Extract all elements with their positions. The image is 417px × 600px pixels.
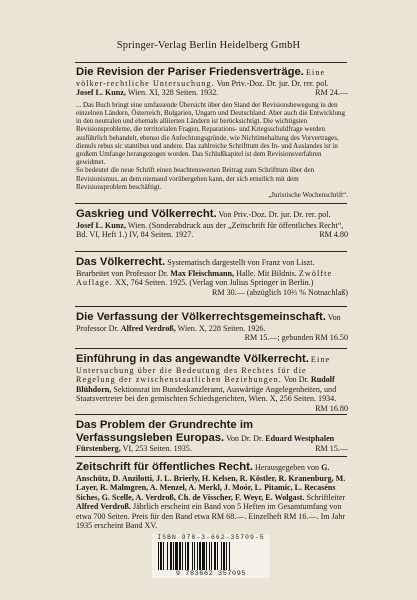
- barcode-bar: [211, 542, 212, 570]
- journal-entry-zeitschrift: [76, 461, 348, 531]
- author-prefix: Von Dr.: [283, 375, 309, 385]
- book-title: Gaskrieg und Völkerrecht.: [76, 208, 217, 220]
- book-details: XX, 764 Seiten. 1925. (Verlag von Julius Springer in Berlin.): [114, 278, 314, 288]
- book-title: Einführung in das angewandte Völkerrecht.: [76, 353, 309, 365]
- book-details: Wien. (Sonderabdruck aus der „Zeitschrift für öffentliches Recht“, Bd. VI, Heft 1.) IV, 84 Seiten. 1927.: [76, 220, 344, 240]
- barcode-bar: [229, 542, 230, 570]
- barcode-digits: 9 783662 357095: [175, 570, 247, 578]
- publisher-name: Springer-Verlag Berlin Heidelberg GmbH: [116, 40, 301, 51]
- barcode-bar: [158, 542, 159, 570]
- barcode-bar: [163, 542, 164, 570]
- barcode-bar: [221, 542, 222, 570]
- barcode-bar: [173, 542, 174, 570]
- barcode-bar: [223, 542, 225, 570]
- book-details: Wien. XI, 328 Seiten. 1932.: [127, 88, 219, 98]
- author-prefix: Von Priv.-Doz. Dr. jur. Dr. rer. pol.: [218, 210, 331, 219]
- barcode-bar: [175, 542, 178, 570]
- book-details: VI, 253 Seiten. 1935.: [122, 444, 192, 453]
- divider: [75, 306, 347, 307]
- review-text: ... Das Buch bringt eine umfassende Übersicht über den Stand der Revisionsbewegung in den einzelnen Ländern, Österreich, Bulgarien, Ungarn und Deutschland. Aber auch die Entwicklung in den neutralen und ehemals alliierten Ländern ist berücksichtigt. Die wichtigsten Revisionsprobleme, die territorialen Fragen, Reparations- und Kriegsschuldfrage werden ausführlich behandelt, ebenso die Anfechtungsgründe, wie Nichtimehaltung des Vorvertrages, dienuls rebus sic stantibus und andere. Das zahlreiche Schrifttum des In- und Auslandes ist in großem Umfange herangezogen worden. Das Schlußkapitel ist dem Revisionsverfahren gewidmet.: [76, 100, 346, 167]
- barcode-bar: [182, 542, 183, 570]
- book-entry-gaskrieg: [76, 208, 348, 240]
- review-text-2: So bedeutet die neue Schrift einen beachtenswerten Beitrag zum Schrifttum über den Revisionismus, an dem niemand vorübergehen kann, der sich ernstlich mit dem Revisionsproblem beschäftigt.: [76, 166, 315, 191]
- book-price: RM 15.—: [315, 444, 348, 453]
- author-prefix: Von Priv.-Doz. Dr. jur. Dr. rer. pol.: [216, 78, 329, 88]
- book-details: Wien. X, 228 Seiten. 1926.: [177, 323, 266, 333]
- book-price: RM 30.— (abzüglich 10⅔ % Notnachlaß): [212, 287, 348, 297]
- book-subtitle: Eine völker-rechtliche Untersuchung.: [76, 68, 326, 88]
- author-name: Eduard Westphalen Fürstenberg,: [76, 433, 335, 453]
- book-entry-grundrechte: [76, 419, 348, 454]
- book-price: RM 4.80: [319, 230, 348, 240]
- book-entry-revision: [76, 66, 348, 199]
- review-source: „Juristische Wochenschrift“.: [268, 190, 348, 199]
- editor-chief-prefix: Schriftleiter: [306, 492, 346, 502]
- book-price: RM 15.—; gebunden RM 16.50: [244, 333, 348, 343]
- author-name: Rudolf Blühdorn,: [76, 375, 335, 394]
- editor-list: G. Anschütz, D. Anzilotti, J. L. Brierly, H. Kelsen, R. Köstler, R. Kranenburg, M. Layer, R. Malmgren, A. Menzel, A. Merkl, J. Moór, L. Pitamic, L. Recaséns Siches, G. Scelle, A. Verdroß, Ch. de Visscher, F. Weyr, E. Wolgast.: [76, 463, 346, 502]
- barcode-bar: [160, 542, 162, 570]
- divider: [75, 348, 347, 349]
- barcode-label: [152, 534, 270, 578]
- author-prefix: Von Dr. Dr.: [226, 433, 264, 443]
- book-details: Halle. Mit Bildnis.: [236, 268, 297, 278]
- barcode-bar: [167, 542, 168, 570]
- book-price: RM 16.80: [315, 403, 348, 413]
- author-prefix: Von Professor Dr.: [76, 313, 341, 333]
- barcode-bar: [209, 542, 210, 570]
- book-entry-verfassung: [76, 311, 348, 343]
- edition-note: Zwölfte Auflage.: [76, 268, 333, 288]
- isbn-text: ISBN 978-3-662-35709-5: [157, 534, 265, 541]
- barcode-bar: [194, 542, 195, 570]
- editor-chief: Alfred Verdroß.: [76, 502, 132, 512]
- book-title: Die Revision der Pariser Friedensverträge.: [76, 66, 304, 78]
- editor-prefix: Herausgegeben von: [255, 463, 320, 472]
- journal-title: Zeitschrift für öffentliches Recht.: [76, 461, 254, 473]
- barcode-bar: [206, 542, 207, 570]
- barcode-bar: [187, 542, 189, 570]
- barcode-bar: [179, 542, 181, 570]
- divider: [75, 203, 347, 204]
- divider: [75, 251, 347, 252]
- barcode-bar: [217, 542, 218, 570]
- barcode-bar: [197, 542, 198, 570]
- barcode-bar: [170, 542, 172, 570]
- book-title: Die Verfassung der Völkerrechtsgemeinschaft.: [76, 311, 326, 323]
- author-name: Josef L. Kunz,: [76, 88, 126, 98]
- book-title: Das Problem der Grundrechte im Verfassungsleben Europas.: [76, 419, 254, 444]
- divider: [75, 414, 347, 415]
- author-name: Alfred Verdroß,: [120, 323, 176, 333]
- divider: [75, 62, 347, 63]
- book-entry-voelkerrecht: [76, 256, 348, 297]
- book-subtitle: Eine Untersuchung über die Bedeutung des Rechtes für die Regelung der zwischenstaatlichen Beziehungen.: [76, 355, 331, 385]
- barcode-bar: [214, 542, 216, 570]
- book-price: RM 24.—: [315, 88, 348, 98]
- book-title: Das Völkerrecht.: [76, 256, 166, 268]
- divider: [75, 456, 347, 457]
- barcode-bar: [185, 542, 186, 570]
- barcode-bar: [192, 542, 193, 570]
- book-details: Sektionsrat im Bundeskanzleramt, Auswärtige Angelegenheiten, und Staatsvertreter bei den gemischten Schiedsgerichten, Wien. X, 256 Seiten. 1934.: [76, 384, 337, 404]
- barcode-bar: [202, 542, 205, 570]
- author-name: Max Fleischmann,: [170, 268, 235, 278]
- barcode-icon: [158, 542, 264, 570]
- barcode-bar: [226, 542, 227, 570]
- book-entry-einfuehrung: [76, 353, 348, 413]
- book-details: Systematisch dargestellt von Franz von Liszt. Bearbeitet von Professor Dr.: [76, 258, 315, 278]
- journal-details: Jährlich erscheint ein Band von 5 Heften im Gesamtumfang von etwa 700 Seiten. Preis für den Band etwa RM 68.—. Einzelheft RM 16.—. Im Jahr 1935 erscheint Band XV.: [76, 502, 346, 531]
- author-name: Josef L. Kunz,: [76, 220, 126, 230]
- barcode-bar: [199, 542, 201, 570]
